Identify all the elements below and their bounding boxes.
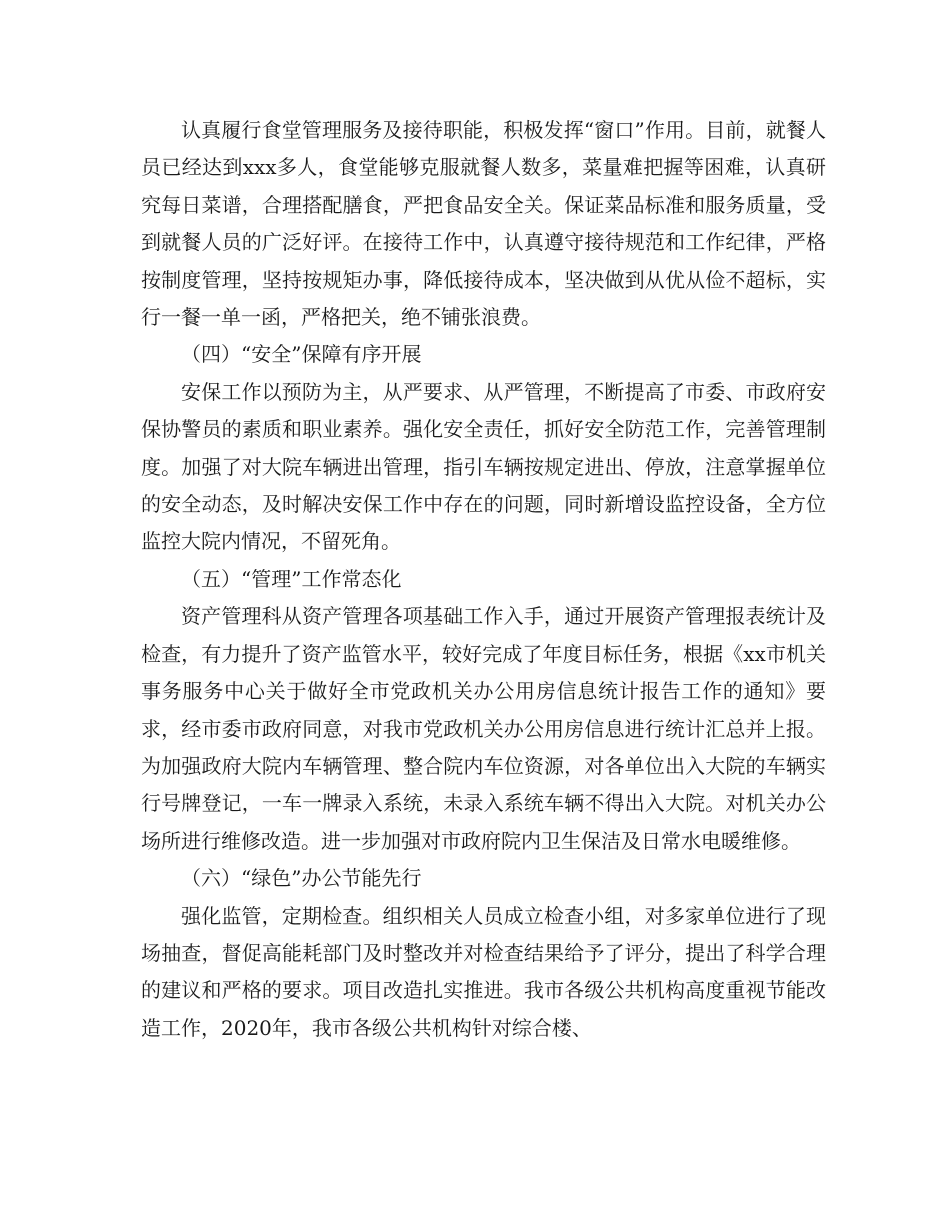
section-heading-green-office: （六）“绿色”办公节能先行 [181,866,422,891]
paragraph-security: 安保工作以预防为主，从严要求、从严管理，不断提高了市委、市政府安保协警员的素质和职业素养。强化安全责任，抓好安全防范工作，完善管理制度。加强了对大院车辆进出管理，指引车辆按规定进出、停放，注意掌握单位的安全动态，及时解决安保工作中存在的问题，同时新增设监控设备，全方位监控大院内情况，不留死角。 [141,379,826,554]
paragraph-asset-management: 资产管理科从资产管理各项基础工作入手，通过开展资产管理报表统计及检查，有力提升了资产监管水平，较好完成了年度目标任务，根据《xx市机关事务服务中心关于做好全市党政机关办公用房信息统计报告工作的通知》要求，经市委市政府同意，对我市党政机关办公用房信息进行统计汇总并上报。为加强政府大院内车辆管理、整合院内车位资源，对各单位出入大院的车辆实行号牌登记，一车一牌录入系统，未录入系统车辆不得出入大院。对机关办公场所进行维修改造。进一步加强对市政府院内卫生保洁及日常水电暖维修。 [141,604,826,853]
section-heading-management: （五）“管理”工作常态化 [181,566,402,591]
document-body [141,112,826,1047]
section-heading-security: （四）“安全”保障有序开展 [181,342,422,367]
paragraph-canteen-reception: 认真履行食堂管理服务及接待职能，积极发挥“窗口”作用。目前，就餐人员已经达到xxx多人，食堂能够克服就餐人数多，菜量难把握等困难，认真研究每日菜谱，合理搭配膳食，严把食品安全关。保证菜品标准和服务质量，受到就餐人员的广泛好评。在接待工作中，认真遵守接待规范和工作纪律，严格按制度管理，坚持按规矩办事，降低接待成本，坚决做到从优从俭不超标，实行一餐一单一函，严格把关，绝不铺张浪费。 [141,118,826,330]
paragraph-energy-saving: 强化监管，定期检查。组织相关人员成立检查小组，对多家单位进行了现场抽查，督促高能耗部门及时整改并对检查结果给予了评分，提出了科学合理的建议和严格的要求。项目改造扎实推进。我市各级公共机构高度重视节能改造工作，2020年，我市各级公共机构针对综合楼、 [141,903,826,1040]
